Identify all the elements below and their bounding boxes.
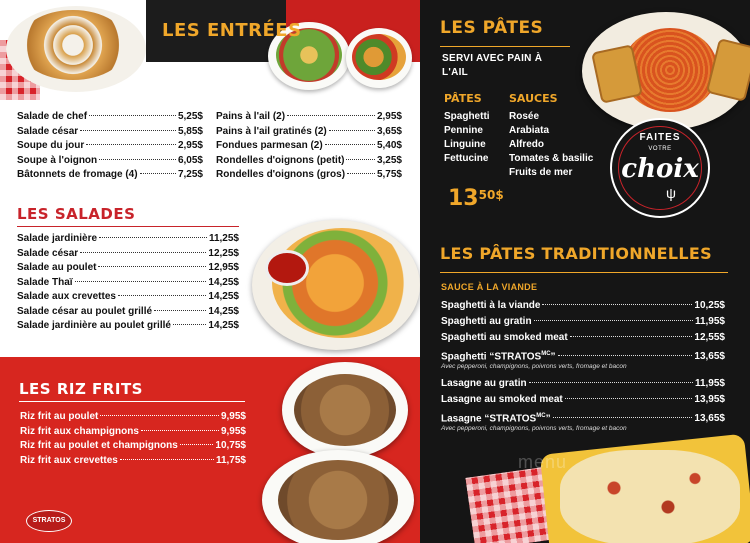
menu-item-price: 13,65$ [694, 413, 725, 425]
menu-item-name-text: Lasagne “STRATOS [441, 413, 537, 425]
pates-list [444, 110, 490, 166]
dot-leader [542, 304, 692, 305]
pates-title: LES PÂTES [440, 18, 544, 38]
menu-item-name [441, 330, 568, 346]
menu-item-name: Salade césar [17, 125, 79, 137]
dot-leader [118, 295, 206, 296]
menu-item-name-text: Spaghetti au gratin [441, 316, 532, 327]
option-item: Fettucine [444, 153, 489, 164]
menu-item-price: 11,25$ [208, 233, 239, 244]
dot-leader [89, 115, 176, 116]
option-item: Spaghetti [444, 111, 490, 122]
menu-item [441, 376, 725, 392]
dot-leader [100, 415, 219, 416]
menu-item-price: 12,25$ [208, 247, 239, 259]
menu-item-price: 11,75$ [215, 454, 246, 466]
option-item: Tomates & basilic [509, 153, 594, 164]
menu-item-price: 11,95$ [694, 316, 725, 327]
pates-price [448, 186, 504, 211]
fork-icon: ψ [666, 185, 676, 201]
salsa-cup [265, 250, 309, 286]
menu-item-price: 2,95$ [376, 111, 402, 122]
dot-leader [287, 115, 375, 116]
sauces-list [509, 110, 593, 180]
dot-leader [558, 355, 693, 356]
menu-item-name: Riz frit au poulet [20, 411, 99, 422]
menu-item [17, 168, 203, 183]
menu-item-price: 13,95$ [694, 394, 725, 405]
salades-title: LES SALADES [17, 205, 136, 223]
option-item: Pennine [444, 125, 483, 136]
trademark-mark: MC [541, 351, 551, 357]
menu-item-name: Pains à l'ail (2) [216, 111, 286, 122]
dot-leader [99, 159, 176, 160]
menu-item-name: Riz frit au poulet et champignons [20, 440, 178, 451]
dot-leader [346, 159, 374, 160]
menu-item [441, 408, 725, 424]
menu-item-price: 5,75$ [376, 169, 402, 180]
dot-leader [140, 173, 176, 174]
rice-bowl-photo-2 [262, 450, 414, 543]
menu-item-price: 12,95$ [208, 262, 239, 273]
menu-item [17, 232, 239, 247]
menu-item-price: 14,25$ [208, 320, 239, 331]
dot-leader [86, 144, 176, 145]
riz-divider [19, 401, 245, 402]
menu-item-name: Salade aux crevettes [17, 291, 116, 302]
menu-item-name [441, 298, 540, 314]
price-cents: 50$ [478, 188, 504, 202]
menu-item [441, 392, 725, 408]
menu-item-price: 14,25$ [208, 276, 239, 288]
badge-faites: FAITES [639, 132, 681, 143]
servi-avec-pain: SERVI AVEC PAIN À L'AIL [442, 53, 543, 78]
menu-item-name: Soupe à l'oignon [17, 154, 98, 166]
dot-leader [553, 417, 693, 418]
badge-votre: VOTRE [648, 146, 672, 152]
salades-divider [17, 226, 239, 227]
option-item: Alfredo [509, 139, 544, 150]
menu-item-price: 13,65$ [694, 351, 725, 363]
riz-list [20, 410, 246, 468]
menu-item [17, 305, 239, 320]
dot-leader [180, 444, 214, 445]
menu-item-name: Salade césar [17, 247, 79, 259]
menu-item-name-text: Lasagne au smoked meat [441, 394, 563, 405]
dot-leader [141, 430, 219, 431]
menu-item [17, 261, 239, 276]
entrees-list-1 [17, 110, 203, 183]
menu-item [441, 330, 725, 346]
menu-item-name-text: Spaghetti “STRATOS [441, 351, 542, 363]
menu-item [441, 298, 725, 314]
menu-item [17, 110, 203, 125]
traditionnelles-title: LES PÂTES TRADITIONNELLES [440, 244, 712, 263]
dot-leader [529, 382, 693, 383]
menu-item [17, 139, 203, 154]
riz-title: LES RIZ FRITS [19, 380, 143, 398]
dot-leader [154, 310, 206, 311]
dot-leader [173, 324, 206, 325]
menu-item [20, 425, 246, 440]
option-item: Linguine [444, 139, 486, 150]
dot-leader [565, 398, 693, 399]
sauces-column-head: SAUCES [509, 92, 558, 105]
menu-item-price: 10,25$ [694, 300, 725, 311]
pates-divider [440, 46, 570, 47]
badge-choix: choix [621, 154, 699, 184]
dot-leader [534, 320, 693, 321]
menu-item-price: 7,25$ [177, 169, 203, 180]
menu-item-price: 3,25$ [376, 154, 402, 166]
dot-leader [329, 130, 375, 131]
option-item: Rosée [509, 111, 540, 122]
trademark-mark: MC [536, 413, 546, 419]
dot-leader [98, 266, 206, 267]
lasagne-photo [560, 450, 740, 543]
menu-item-name [441, 376, 527, 392]
menu-item-name: Salade Thaï [17, 276, 73, 288]
menu-item-name [441, 314, 532, 330]
menu-item [17, 276, 239, 291]
menu-item [216, 168, 402, 183]
menu-item [17, 319, 239, 334]
menu-item [17, 247, 239, 262]
option-item: Arabiata [509, 125, 550, 136]
menu-item-name [441, 392, 563, 408]
menu-item [216, 154, 402, 169]
menu-item [441, 346, 725, 362]
dot-leader [80, 130, 176, 131]
dot-leader [80, 252, 206, 253]
menu-item-name-text: Lasagne au gratin [441, 378, 527, 389]
item-description: Avec pepperoni, champignons, poivrons verts, fromage et bacon [441, 425, 627, 432]
menu-item [216, 125, 402, 140]
entrees-list-2 [216, 110, 402, 183]
menu-item-price: 10,75$ [215, 440, 246, 451]
item-description: Avec pepperoni, champignons, poivrons verts, fromage et bacon [441, 363, 627, 370]
spaghetti-list [441, 298, 725, 374]
watermark: menu [518, 452, 568, 472]
menu-item [20, 454, 246, 469]
lasagne-list [441, 376, 725, 436]
menu-item-price: 5,40$ [376, 140, 402, 151]
menu-item-price: 5,85$ [177, 125, 203, 137]
menu-item [20, 439, 246, 454]
menu-item [216, 139, 402, 154]
menu-item [17, 125, 203, 140]
menu-item-price: 6,05$ [177, 154, 203, 166]
option-item: Fruits de mer [509, 167, 573, 178]
menu-item-price: 12,55$ [694, 332, 725, 343]
menu-item-name: Salade jardinière [17, 233, 98, 244]
menu-item-name-text: Spaghetti au smoked meat [441, 332, 568, 343]
sauce-viande-subtitle: SAUCE À LA VIANDE [441, 282, 538, 292]
faites-votre-choix-badge [610, 118, 710, 218]
menu-item-name: Soupe du jour [17, 140, 85, 151]
menu-item-name: Rondelles d'oignons (gros) [216, 169, 346, 180]
menu-item-name: Riz frit aux champignons [20, 425, 139, 437]
menu-item [216, 110, 402, 125]
menu-item-price: 3,65$ [376, 125, 402, 137]
menu-item [17, 154, 203, 169]
dot-leader [347, 173, 375, 174]
price-dollars: 13 [448, 186, 479, 211]
menu-item-name: Salade jardinière au poulet grillé [17, 320, 171, 331]
menu-item-price: 9,95$ [220, 425, 246, 437]
menu-item-price: 14,25$ [208, 291, 239, 302]
pates-column-head: PÂTES [444, 92, 482, 105]
menu-item [17, 290, 239, 305]
dot-leader [99, 237, 207, 238]
entrees-title: LES ENTRÉES [162, 20, 302, 41]
menu-item [20, 410, 246, 425]
menu-item-name: Rondelles d'oignons (petit) [216, 154, 345, 166]
menu-item-name: Fondues parmesan (2) [216, 140, 323, 151]
menu-item-name-text: Spaghetti à la viande [441, 300, 541, 311]
menu-item [441, 314, 725, 330]
menu-item-price: 5,25$ [177, 111, 203, 122]
dot-leader [75, 281, 207, 282]
dot-leader [570, 336, 693, 337]
menu-item-price: 2,95$ [177, 140, 203, 151]
menu-item-name: Salade de chef [17, 111, 88, 122]
stratos-logo: STRATOS [26, 510, 72, 532]
menu-item-name: Bâtonnets de fromage (4) [17, 169, 138, 180]
salades-list [17, 232, 239, 334]
dot-leader [325, 144, 375, 145]
onion-rings [18, 10, 128, 80]
traditionnelles-divider [440, 272, 728, 273]
menu-item-name: Spaghetti “$STRATOS^{MC}$” [441, 351, 556, 363]
menu-item-price: 14,25$ [208, 305, 239, 317]
menu-item-price: 9,95$ [220, 411, 246, 422]
menu-item-name: Salade au poulet [17, 262, 97, 273]
menu-item-name: Riz frit aux crevettes [20, 454, 118, 466]
dot-leader [120, 459, 214, 460]
rice-bowl-photo-1 [282, 362, 408, 458]
menu-item-price: 11,95$ [694, 378, 725, 389]
menu-item-name: Lasagne “$STRATOS^{MC}$” [441, 413, 551, 425]
menu-item-name: Pains à l'ail gratinés (2) [216, 125, 327, 137]
cheese-sticks-photo [346, 28, 412, 88]
menu-item-name: Salade césar au poulet grillé [17, 305, 153, 317]
